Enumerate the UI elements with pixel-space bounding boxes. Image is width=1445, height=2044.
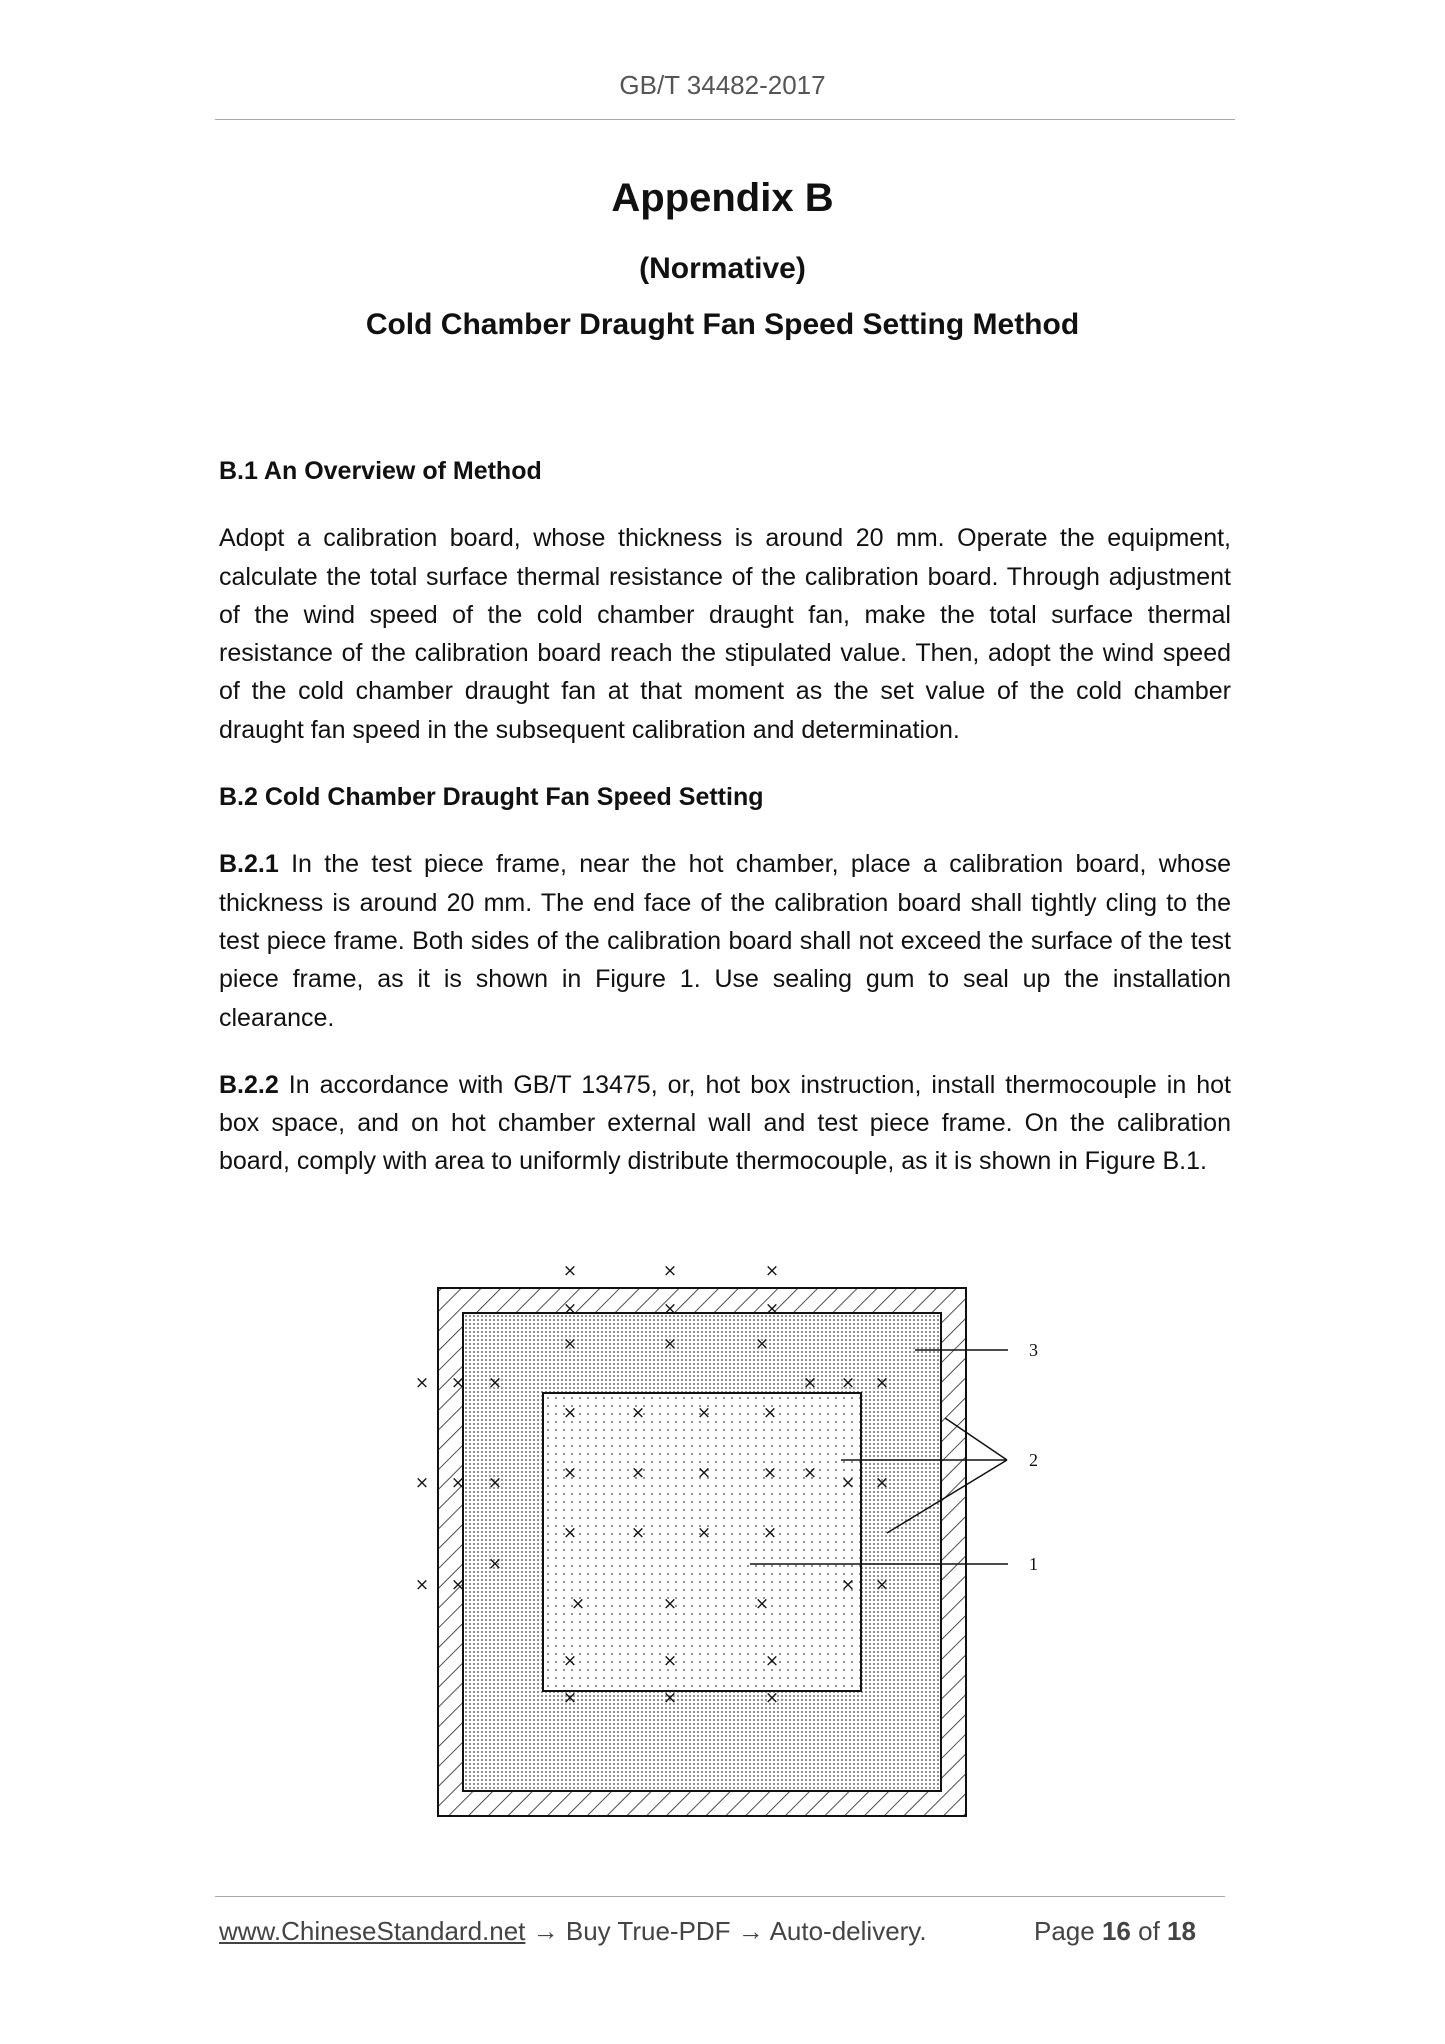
footer-promo-tail: → Buy True-PDF → Auto-delivery.	[525, 1916, 927, 1946]
thermocouple-marker: ×	[754, 1594, 770, 1614]
thermocouple-marker: ×	[754, 1334, 770, 1354]
thermocouple-marker: ×	[874, 1473, 890, 1493]
paragraph-b21	[219, 845, 1231, 1036]
of-label: of	[1138, 1916, 1160, 1946]
footer-divider	[215, 1896, 1225, 1897]
thermocouple-marker: ×	[562, 1403, 578, 1423]
thermocouple-marker: ×	[662, 1299, 678, 1319]
thermocouple-marker: ×	[562, 1334, 578, 1354]
thermocouple-marker: ×	[662, 1651, 678, 1671]
clause-text-b21: In the test piece frame, near the hot chamber, place a calibration board, whose thickness is around 20 mm. The end face of the calibration board shall tightly cling to the test piece frame. Both sides of the calibration board shall not exceed the surface of the test piece frame, as it is shown in Figure 1. Use sealing gum to seal up the installation clearance.	[219, 850, 1231, 1032]
thermocouple-marker: ×	[802, 1463, 818, 1483]
figure-label-3: 3	[1029, 1340, 1038, 1360]
page-total: 18	[1167, 1916, 1196, 1946]
appendix-name: Cold Chamber Draught Fan Speed Setting Method	[365, 308, 1080, 341]
thermocouple-marker: ×	[450, 1575, 466, 1595]
page-label: Page	[1034, 1916, 1095, 1946]
thermocouple-marker: ×	[562, 1523, 578, 1543]
thermocouple-marker: ×	[414, 1575, 430, 1595]
thermocouple-marker: ×	[696, 1403, 712, 1423]
header-divider	[215, 119, 1235, 120]
thermocouple-marker: ×	[662, 1594, 678, 1614]
thermocouple-marker: ×	[562, 1688, 578, 1708]
section-heading-b2: B.2 Cold Chamber Draught Fan Speed Setting	[219, 783, 764, 812]
thermocouple-marker: ×	[696, 1523, 712, 1543]
thermocouple-marker: ×	[630, 1403, 646, 1423]
thermocouple-marker: ×	[487, 1473, 503, 1493]
thermocouple-marker: ×	[450, 1473, 466, 1493]
figure-label-1: 1	[1029, 1554, 1038, 1574]
clause-text-b22: In accordance with GB/T 13475, or, hot box instruction, install thermocouple in hot box space, and on hot chamber external wall and test piece frame. On the calibration board, comply with area to uniformly distribute thermocouple, as it is shown in Figure B.1.	[219, 1070, 1231, 1176]
thermocouple-marker: ×	[562, 1261, 578, 1281]
figure-b1-thermocouple-layout	[400, 1250, 1060, 1850]
section-heading-b1: B.1 An Overview of Method	[219, 457, 542, 485]
thermocouple-marker: ×	[662, 1261, 678, 1281]
thermocouple-marker: ×	[840, 1373, 856, 1393]
thermocouple-marker: ×	[662, 1688, 678, 1708]
thermocouple-marker: ×	[840, 1575, 856, 1595]
standard-number-header: GB/T 34482-2017	[619, 70, 826, 100]
thermocouple-marker: ×	[764, 1688, 780, 1708]
thermocouple-marker: ×	[840, 1473, 856, 1493]
appendix-title: Appendix B	[611, 176, 834, 220]
thermocouple-marker: ×	[414, 1473, 430, 1493]
thermocouple-marker: ×	[762, 1403, 778, 1423]
paragraph-b22	[219, 1066, 1231, 1181]
footer-promo	[219, 1916, 927, 1947]
thermocouple-marker: ×	[764, 1299, 780, 1319]
thermocouple-marker: ×	[630, 1463, 646, 1483]
thermocouple-marker: ×	[874, 1575, 890, 1595]
thermocouple-marker: ×	[662, 1334, 678, 1354]
thermocouple-marker: ×	[562, 1651, 578, 1671]
thermocouple-marker: ×	[874, 1373, 890, 1393]
appendix-subtitle: (Normative)	[639, 252, 806, 285]
document-body	[219, 452, 1231, 1210]
figure-label-2: 2	[1029, 1450, 1038, 1470]
site-link[interactable]: www.ChineseStandard.net	[219, 1916, 526, 1946]
thermocouple-marker: ×	[414, 1373, 430, 1393]
thermocouple-marker: ×	[450, 1373, 466, 1393]
thermocouple-marker: ×	[764, 1261, 780, 1281]
thermocouple-marker: ×	[762, 1463, 778, 1483]
thermocouple-marker: ×	[562, 1463, 578, 1483]
thermocouple-marker: ×	[630, 1523, 646, 1543]
thermocouple-marker: ×	[802, 1373, 818, 1393]
thermocouple-marker: ×	[570, 1594, 586, 1614]
thermocouple-marker: ×	[487, 1554, 503, 1574]
paragraph-b1: Adopt a calibration board, whose thickness is around 20 mm. Operate the equipment, calculate the total surface thermal resistance of the calibration board. Through adjustment of the wind speed of the cold chamber draught fan, make the total surface thermal resistance of the calibration board reach the stipulated value. Then, adopt the wind speed of the cold chamber draught fan at that moment as the set value of the cold chamber draught fan speed in the subsequent calibration and determination.	[219, 524, 1231, 744]
thermocouple-marker: ×	[764, 1651, 780, 1671]
page-current: 16	[1101, 1916, 1131, 1946]
thermocouple-marker: ×	[562, 1299, 578, 1319]
clause-number-b22: B.2.2	[219, 1070, 279, 1099]
thermocouple-marker: ×	[696, 1463, 712, 1483]
thermocouple-marker: ×	[762, 1523, 778, 1543]
thermocouple-marker: ×	[487, 1373, 503, 1393]
page-indicator	[1034, 1916, 1196, 1947]
clause-number-b21: B.2.1	[219, 850, 279, 879]
